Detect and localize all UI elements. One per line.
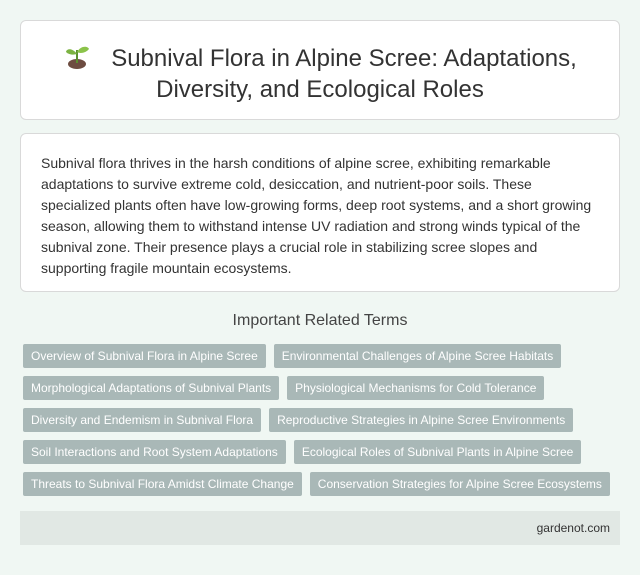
description-card — [20, 133, 620, 292]
term-tag[interactable]: Reproductive Strategies in Alpine Scree Environments — [269, 408, 573, 432]
footer — [20, 511, 620, 545]
page-title — [21, 43, 619, 105]
term-tag[interactable]: Diversity and Endemism in Subnival Flora — [23, 408, 261, 432]
footer-site-link[interactable]: gardenot.com — [536, 521, 610, 535]
sprout-icon — [63, 43, 91, 69]
term-tag[interactable]: Ecological Roles of Subnival Plants in Alpine Scree — [294, 440, 582, 464]
term-tag[interactable]: Overview of Subnival Flora in Alpine Scree — [23, 344, 266, 368]
title-line-2: Diversity, and Ecological Roles — [156, 76, 484, 103]
term-tag[interactable]: Soil Interactions and Root System Adaptations — [23, 440, 286, 464]
term-tag[interactable]: Conservation Strategies for Alpine Scree Ecosystems — [310, 472, 610, 496]
term-tag[interactable]: Physiological Mechanisms for Cold Tolerance — [287, 376, 544, 400]
term-tag[interactable]: Threats to Subnival Flora Amidst Climate Change — [23, 472, 302, 496]
term-tag[interactable]: Environmental Challenges of Alpine Scree Habitats — [274, 344, 562, 368]
title-card — [20, 20, 620, 120]
related-terms-list — [23, 344, 623, 496]
related-terms-heading: Important Related Terms — [232, 312, 408, 329]
term-tag[interactable]: Morphological Adaptations of Subnival Plants — [23, 376, 279, 400]
description-text: Subnival flora thrives in the harsh conditions of alpine scree, exhibiting remarkable adaptations to survive extreme cold, desiccation, and nutrient-poor soils. These specialized plants often have low-growing forms, deep root systems, and a short growing season, allowing them to withstand intense UV radiation and strong winds typical of the subnival zone. Their presence plays a crucial role in stabilizing scree slopes and supporting fragile mountain ecosystems. — [41, 155, 592, 276]
title-line-1: Subnival Flora in Alpine Scree: Adaptations, — [111, 45, 577, 72]
